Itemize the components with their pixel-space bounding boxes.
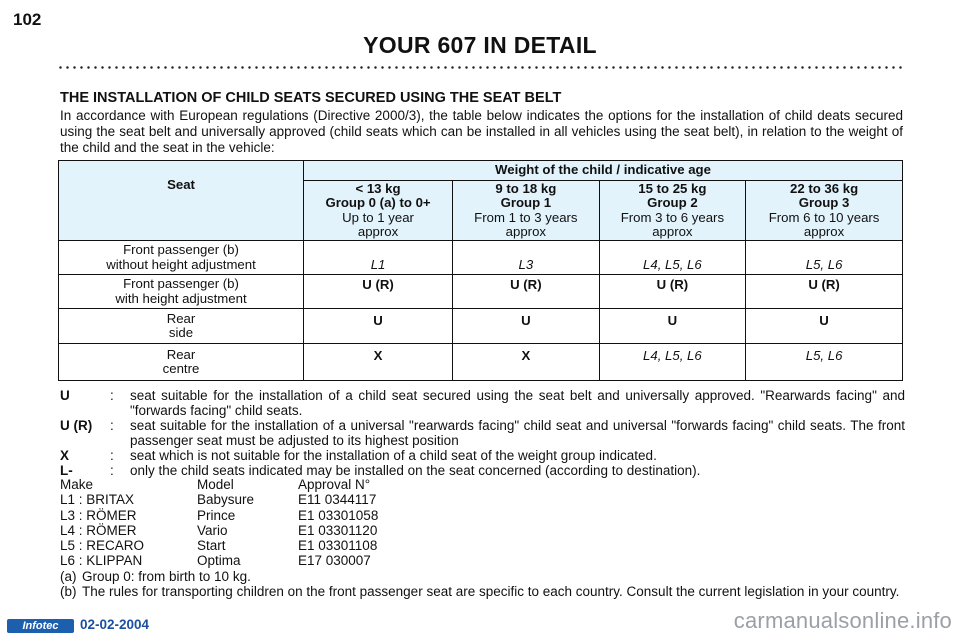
- approval-cell: L4 : RÖMER: [60, 522, 137, 538]
- footnote-text: The rules for transporting children on the front passenger seat are specific to each country. Consult the current legislation in your country.: [82, 584, 900, 600]
- group-age: From 6 to 10 years: [768, 209, 880, 225]
- table-cell: U: [746, 309, 903, 344]
- legend-text: only the child seats indicated may be installed on the seat concerned (according to destination).: [130, 463, 701, 478]
- table-cell: X: [304, 344, 453, 381]
- footnote-text: Group 0: from birth to 10 kg.: [82, 569, 251, 584]
- group-name: Group 3: [798, 195, 850, 210]
- legend-item: [60, 388, 905, 418]
- approval-table: [60, 477, 378, 569]
- group-header: [599, 181, 746, 241]
- legend-text: seat which is not suitable for the installation of a child seat of the weight group indicated.: [130, 448, 657, 463]
- approval-row: [60, 492, 378, 507]
- row-label-line: Rear: [166, 346, 196, 362]
- row-label-line: without height adjustment: [106, 256, 256, 272]
- group-name: Group 0 (a) to 0+: [325, 195, 431, 210]
- watermark: carmanualsonline.info: [733, 608, 952, 633]
- approval-cell: L3 : RÖMER: [60, 507, 137, 523]
- footnote-key: (a): [60, 569, 77, 584]
- approval-cell: E1 03301058: [298, 507, 379, 523]
- table-cell: L4, L5, L6: [599, 241, 746, 275]
- legend-item: [60, 463, 905, 478]
- table-cell: U (R): [599, 275, 746, 309]
- group-approx: approx: [357, 224, 399, 239]
- approval-cell: L6 : KLIPPAN: [60, 553, 143, 569]
- intro-paragraph: In accordance with European regulations (Directive 2000/3), the table below indicates the options for the installation of child deats secured using the seat belt and universally approved (child seats which can be installed in all vehicles using the seat belt), in relation to the weight of the child and the seat in the vehicle:: [60, 108, 903, 155]
- group-weight: 9 to 18 kg: [495, 180, 557, 196]
- legend-code: U: [60, 388, 70, 403]
- table-cell: L3: [453, 241, 600, 275]
- legend: [60, 388, 905, 478]
- table-cell: U: [304, 309, 453, 344]
- row-label-line: Rear: [166, 310, 196, 326]
- group-header: [746, 181, 903, 241]
- legend-colon: :: [110, 448, 114, 463]
- table-cell: L5, L6: [746, 241, 903, 275]
- table-cell: U: [599, 309, 746, 344]
- approval-header: Approval N°: [298, 477, 371, 492]
- approval-row: [60, 538, 378, 553]
- footnote: [60, 584, 905, 599]
- group-age: From 3 to 6 years: [620, 209, 725, 225]
- approval-cell: Start: [197, 538, 226, 554]
- row-label: [59, 241, 304, 275]
- table-row: [59, 344, 903, 381]
- table-row: [59, 275, 903, 309]
- table-cell: U (R): [453, 275, 600, 309]
- footnotes: [60, 569, 905, 600]
- legend-item: [60, 448, 905, 463]
- section-heading: THE INSTALLATION OF CHILD SEATS SECURED USING THE SEAT BELT: [60, 90, 562, 106]
- row-label: [59, 344, 304, 381]
- approval-header: Make: [60, 477, 94, 492]
- row-label-line: Front passenger (b): [123, 242, 239, 257]
- legend-text: seat suitable for the installation of a universal "rearwards facing" child seat and universal "forwards facing" child seats. The front passenger seat must be adjusted to its highest position: [130, 418, 905, 448]
- weight-header: Weight of the child / indicative age: [304, 161, 903, 181]
- table-row: [59, 241, 903, 275]
- approval-cell: L5 : RECARO: [60, 538, 145, 554]
- table-cell: U: [453, 309, 600, 344]
- table-cell: X: [453, 344, 600, 381]
- approval-cell: Optima: [197, 553, 241, 569]
- group-age: From 1 to 3 years: [474, 209, 578, 225]
- group-age: Up to 1 year: [342, 209, 414, 225]
- group-weight: 22 to 36 kg: [789, 180, 859, 196]
- row-label-line: side: [168, 325, 194, 340]
- legend-code: L-: [60, 463, 73, 478]
- child-seat-table: [58, 160, 903, 381]
- group-header: [453, 181, 600, 241]
- legend-code: U (R): [60, 418, 93, 433]
- table-cell: L5, L6: [746, 344, 903, 381]
- group-name: Group 2: [647, 195, 698, 210]
- group-approx: approx: [652, 224, 693, 239]
- footnote: [60, 569, 905, 584]
- row-label: [59, 309, 304, 344]
- footnote-key: (b): [60, 584, 77, 600]
- dotted-divider: [57, 66, 905, 69]
- approval-cell: Babysure: [197, 492, 255, 508]
- group-weight: < 13 kg: [355, 180, 401, 196]
- approval-cell: Vario: [197, 522, 228, 538]
- legend-colon: :: [110, 418, 114, 433]
- approval-row: [60, 523, 378, 538]
- approval-header: Model: [197, 477, 234, 492]
- approval-cell: E17 030007: [298, 553, 371, 569]
- approval-row: [60, 553, 378, 568]
- legend-colon: :: [110, 388, 114, 403]
- row-label: [59, 275, 304, 309]
- table-cell: U (R): [304, 275, 453, 309]
- group-approx: approx: [803, 224, 845, 239]
- group-weight: 15 to 25 kg: [638, 180, 707, 196]
- legend-code: X: [60, 448, 70, 463]
- table-cell: L4, L5, L6: [599, 344, 746, 381]
- page-title: YOUR 607 IN DETAIL: [363, 32, 597, 58]
- legend-colon: :: [110, 463, 114, 478]
- seat-header: Seat: [59, 161, 304, 241]
- group-header: [304, 181, 453, 241]
- approval-cell: Prince: [197, 507, 236, 523]
- approval-row: [60, 508, 378, 523]
- approval-cell: E1 03301120: [298, 522, 378, 538]
- legend-text: seat suitable for the installation of a child seat secured using the seat belt and universally approved. "Rearwards facing" and "forwards facing" child seats.: [130, 388, 905, 418]
- table-cell: L1: [304, 241, 453, 275]
- footer-date: 02-02-2004: [80, 617, 150, 632]
- page-number: 102: [13, 10, 42, 29]
- approval-cell: E1 03301108: [298, 538, 378, 554]
- approval-cell: L1 : BRITAX: [60, 492, 135, 508]
- legend-item: [60, 418, 905, 448]
- table-cell: U (R): [746, 275, 903, 309]
- table-row: [59, 309, 903, 344]
- infotec-logo: Infotec: [7, 619, 74, 633]
- approval-cell: E11 0344117: [298, 492, 377, 508]
- row-label-line: with height adjustment: [115, 290, 247, 306]
- group-name: Group 1: [500, 195, 552, 210]
- approval-header-row: [60, 477, 378, 492]
- row-label-line: centre: [162, 361, 200, 376]
- group-approx: approx: [505, 224, 546, 239]
- row-label-line: Front passenger (b): [123, 276, 239, 291]
